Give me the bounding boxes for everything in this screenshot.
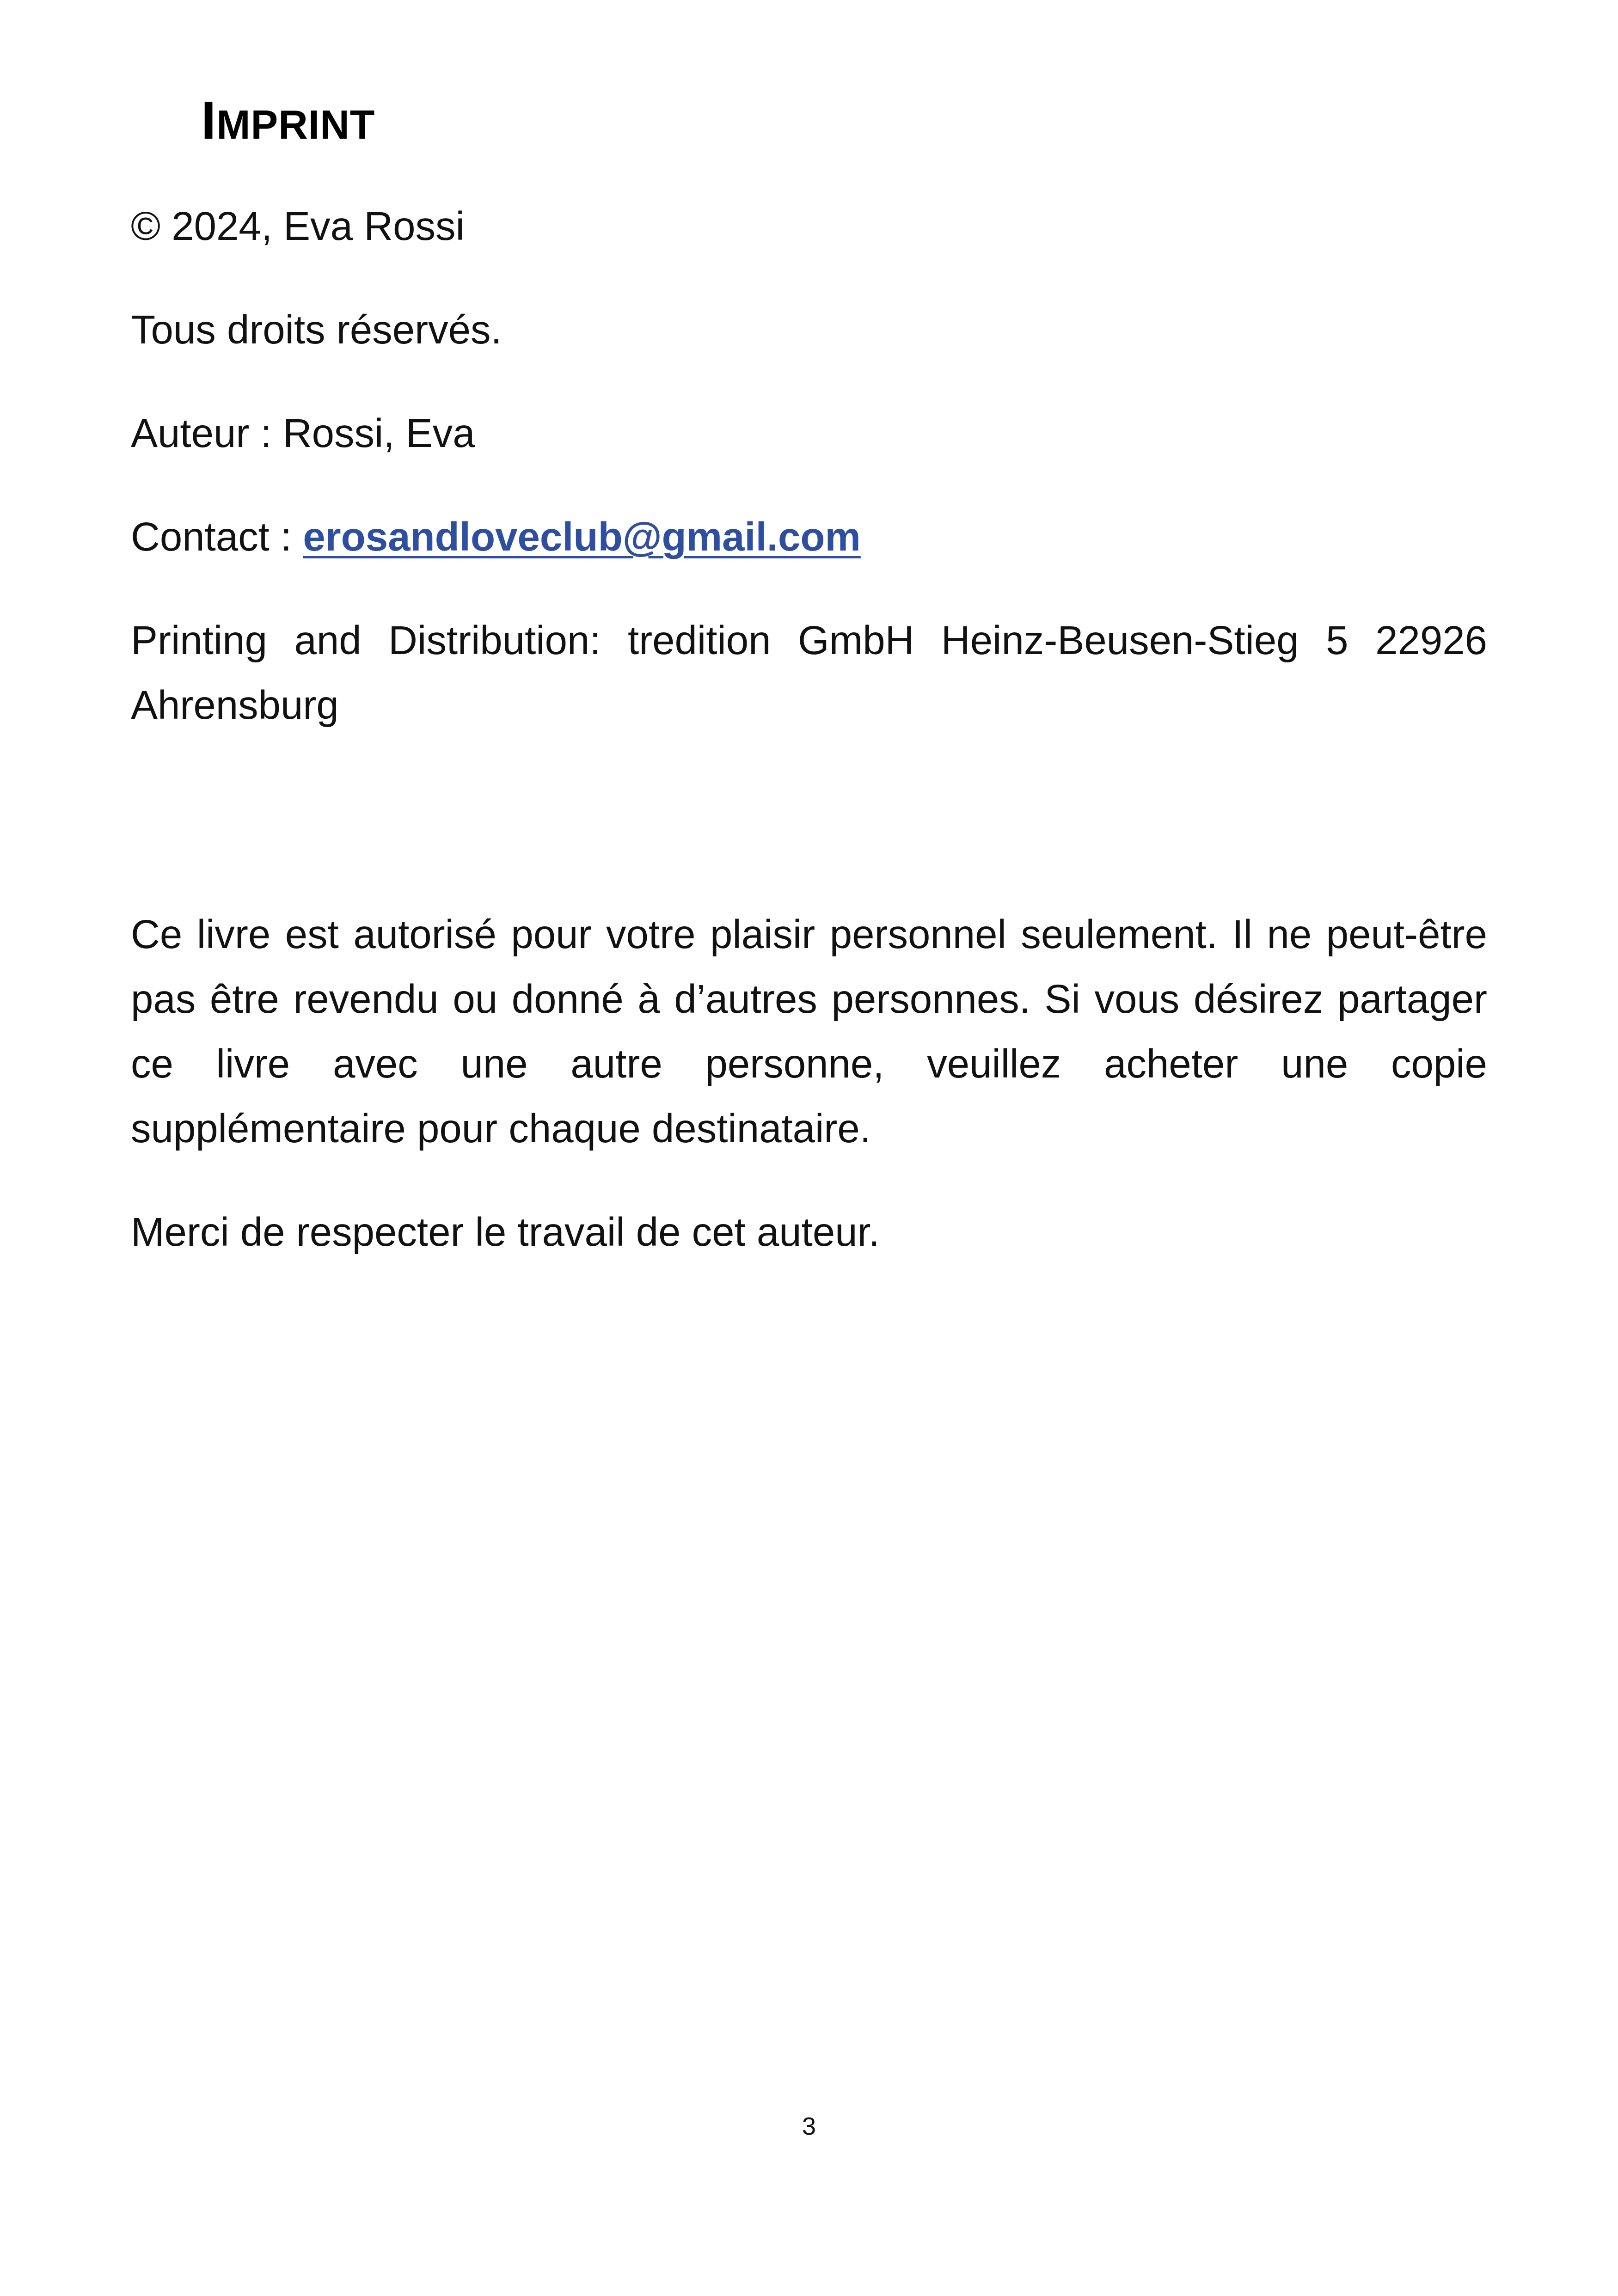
title-rest: MPRINT [216, 102, 375, 147]
imprint-content [131, 194, 1487, 1304]
rights-line: Tous droits réservés. [131, 307, 502, 352]
author-line: Auteur : Rossi, Eva [131, 411, 475, 456]
page-number: 3 [802, 2112, 816, 2140]
printing-distribution-line: Printing and Distribution: tredition GmbH Heinz-Beusen-Stieg 5 22926 Ahrensburg [131, 618, 1487, 728]
contact-email-link[interactable]: erosandloveclub@gmail.com [303, 514, 861, 559]
section-spacer [131, 777, 1487, 902]
contact-line [131, 505, 1487, 569]
contact-label: Contact : [131, 514, 303, 559]
title-first-letter: I [201, 90, 217, 150]
copyright-line: © 2024, Eva Rossi [131, 204, 465, 249]
license-paragraph: Ce livre est autorisé pour votre plaisir personnel seulement. Il ne peut-être pas être revendu ou donné à d’autres personnes. Si vous désirez partager ce livre avec une autre personne, veuillez acheter une copie supplémentaire pour chaque destinataire. [131, 912, 1487, 1151]
page-title [201, 90, 375, 155]
thanks-paragraph: Merci de respecter le travail de cet auteur. [131, 1210, 880, 1255]
